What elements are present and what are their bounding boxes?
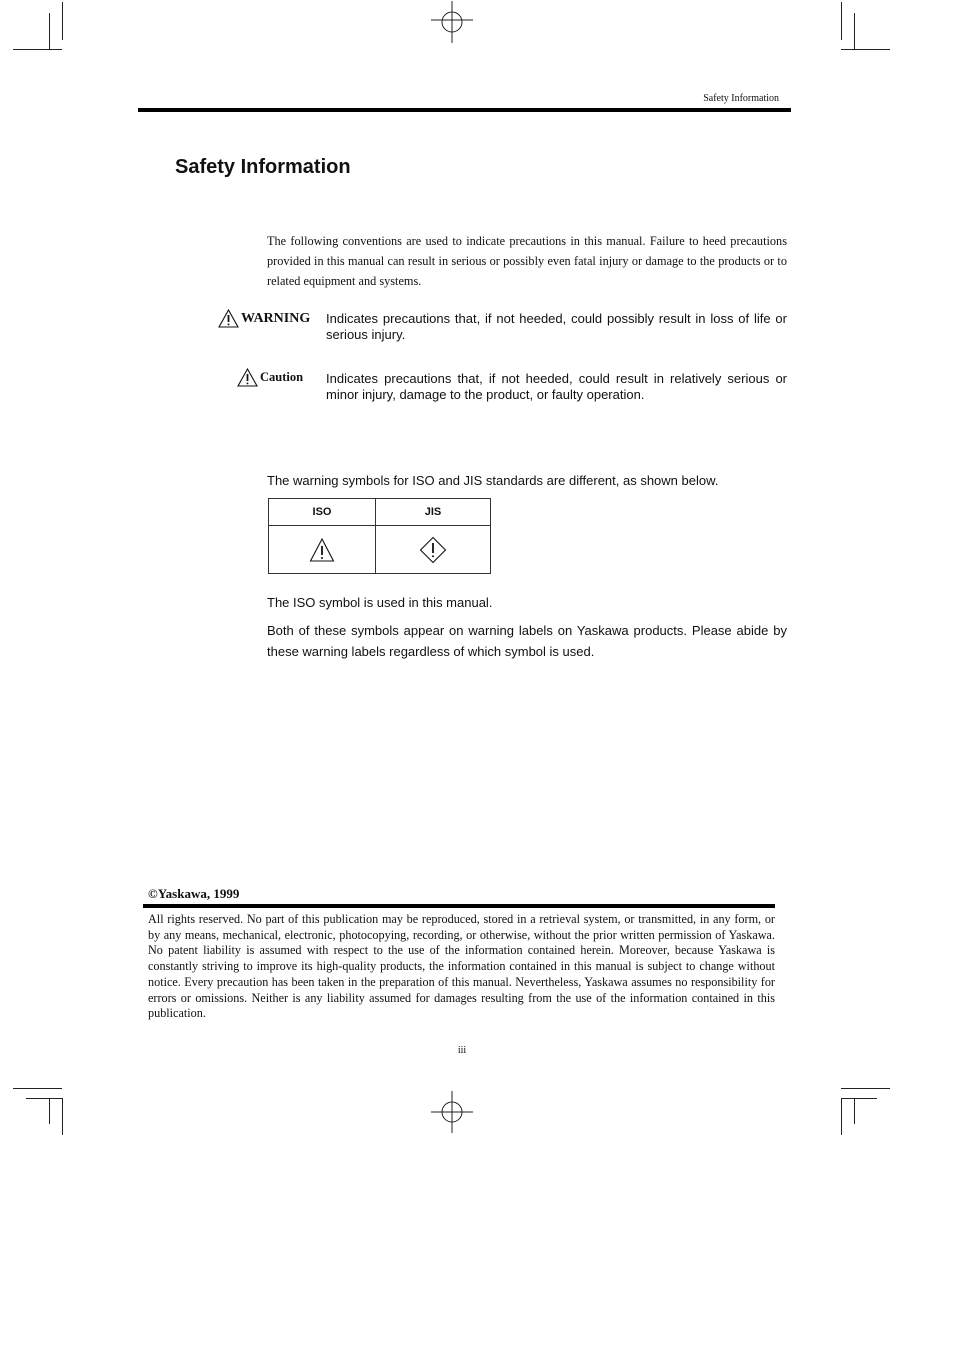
copyright-line: ©Yaskawa, 1999 — [148, 886, 240, 901]
symbols-icon-row — [269, 526, 491, 574]
caution-label-text: Caution — [260, 370, 304, 384]
symbols-intro: The warning symbols for ISO and JIS standards are different, as shown below. — [267, 473, 719, 488]
registration-mark-top — [431, 1, 473, 43]
caution-label — [237, 368, 303, 387]
warning-triangle-icon — [218, 309, 239, 328]
caution-triangle-icon — [237, 368, 258, 387]
warning-label-text: WARNING — [241, 310, 311, 326]
copyright-rule — [143, 904, 775, 908]
symbols-table — [268, 498, 491, 574]
page-title: Safety Information — [175, 156, 351, 178]
iso-warning-triangle-icon — [309, 537, 335, 563]
registration-mark-bottom — [431, 1091, 473, 1133]
iso-symbol-cell — [269, 526, 376, 574]
both-symbols-note: Both of these symbols appear on warning labels on Yaskawa products. Please abide by these warning labels regardless of which symbol is used. — [267, 623, 787, 659]
warning-description: Indicates precautions that, if not heeded, could possibly result in loss of life or serious injury. — [326, 311, 787, 342]
page-number: iii — [457, 1045, 467, 1056]
jis-symbol-cell — [376, 526, 491, 574]
header-rule — [138, 108, 791, 112]
rights-paragraph: All rights reserved. No part of this publication may be reproduced, stored in a retrieval system, or transmitted, in any form, or by any means, mechanical, electronic, photocopying, recording, or otherwise, without the prior written permission of Yaskawa. No patent liability is assumed with respect to the use of the information contained herein. Moreover, because Yaskawa is constantly striving to improve its high-quality products, the information contained in this manual is subject to change without notice. Every precaution has been taken in the preparation of this manual. Nevertheless, Yaskawa assumes no responsibility for errors or omissions. Neither is any liability assumed for damages resulting from the use of the information contained in this publication. — [148, 912, 775, 1021]
iso-symbol-note: The ISO symbol is used in this manual. — [267, 595, 493, 610]
caution-description: Indicates precautions that, if not heeded, could result in relatively serious or minor injury, damage to the product, or faulty operation. — [326, 371, 787, 402]
running-head: Safety Information — [703, 93, 779, 104]
symbols-header-row — [269, 499, 491, 526]
column-header-iso: ISO — [269, 499, 376, 526]
warning-label — [218, 309, 310, 328]
column-header-jis: JIS — [376, 499, 491, 526]
jis-warning-diamond-icon — [419, 536, 447, 564]
intro-paragraph: The following conventions are used to indicate precautions in this manual. Failure to heed precautions provided in this manual can result in serious or possibly even fatal injury or damage to the products or to related equipment and systems. — [267, 234, 787, 288]
